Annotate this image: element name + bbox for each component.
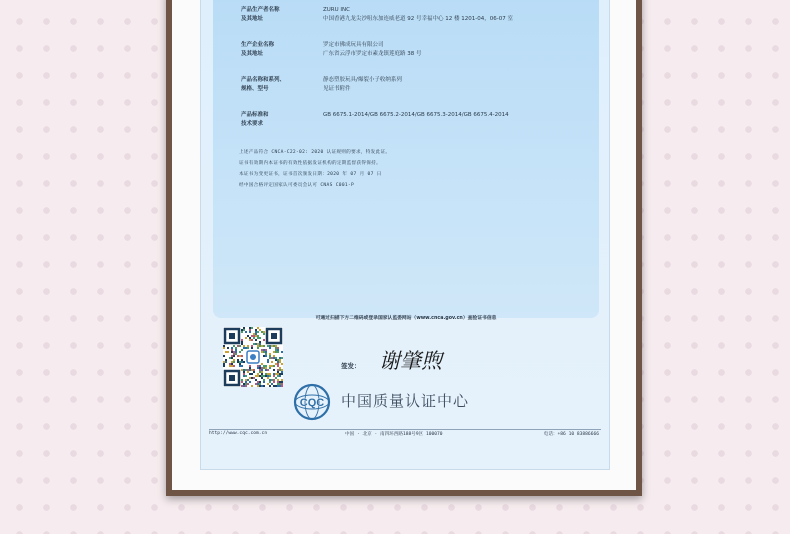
qr-module [239,355,241,357]
qr-module [235,347,237,349]
qr-module [255,339,257,341]
qr-module [265,353,267,355]
qr-module [261,367,263,369]
qr-module [245,347,247,349]
qr-module [267,345,269,347]
qr-module [243,327,245,329]
qr-module [277,359,279,361]
qr-module [223,355,225,357]
qr-module [243,345,245,347]
qr-module [259,385,261,387]
standard-value: GB 6675.1-2014/GB 6675.2-2014/GB 6675.3-2014/GB 6675.4-2014 [323,112,509,118]
qr-module [247,383,249,385]
qr-module [257,365,259,367]
qr-module [231,355,233,357]
qr-module [259,329,261,331]
qr-module [263,367,265,369]
qr-module [277,371,279,373]
qr-module [277,349,279,351]
qr-module [243,369,245,371]
qr-module [237,359,239,361]
svg-text:谢肇煦: 谢肇煦 [379,349,442,373]
qr-module [269,355,271,357]
qr-module [269,385,271,387]
qr-module [271,361,273,363]
qr-module [279,383,281,385]
certificate-info-panel [213,0,599,318]
qr-module [239,351,241,353]
qr-module [259,375,261,377]
qr-module [241,331,243,333]
qr-module [257,347,259,349]
qr-module [237,345,239,347]
manufacturer-label: 生产企业名称 及其地址 [241,42,275,57]
note-line: 本证书为变更证书，证书首次颁发日期：2020 年 07 月 07 日 [239,172,382,177]
footer-address: 中国 · 北京 · 南四环西路188号9区 100070 [345,432,443,437]
qr-module [251,327,253,329]
product-value: 静态塑胶玩具/爆裂小子收纳系列 见证书附件 [323,77,402,92]
qr-module [241,359,243,361]
qr-module [259,337,261,339]
qr-module [225,359,227,361]
qr-module [273,373,275,375]
qr-module [273,379,275,381]
qr-module [241,379,243,381]
svg-text:CQC: CQC [299,397,325,409]
qr-module [257,331,259,333]
qr-module [247,379,249,381]
qr-module [273,365,275,367]
qr-module [281,379,283,381]
qr-module [257,381,259,383]
qr-module [277,347,279,349]
note-line: 证书有效期内本证书的有效性依据发证机构的定期监督获得保持。 [239,161,381,166]
qr-module [249,377,251,379]
qr-module [247,347,249,349]
qr-module [255,329,257,331]
qr-module [257,383,259,385]
qr-module [245,375,247,377]
qr-module [253,335,255,337]
qr-module [247,371,249,373]
qr-module [241,369,243,371]
qr-module [265,355,267,357]
qr-module [269,379,271,381]
qr-module [265,351,267,353]
qr-module [257,327,259,329]
qr-module [239,363,241,365]
qr-module [249,365,251,367]
qr-module [249,327,251,329]
qr-module [275,349,277,351]
qr-module [251,373,253,375]
qr-module [263,339,265,341]
qr-module [275,377,277,379]
qr-module [279,359,281,361]
qr-module [251,347,253,349]
qr-module [261,371,263,373]
qr-module [261,373,263,375]
qr-module [277,379,279,381]
qr-module [269,347,271,349]
qr-module [267,383,269,385]
qr-module [279,361,281,363]
qr-module [261,349,263,351]
qr-module [233,345,235,347]
standard-label: 产品标准和 技术要求 [241,112,269,127]
qr-module [257,385,259,387]
qr-module [277,361,279,363]
qr-module [249,367,251,369]
qr-module [241,329,243,331]
qr-module [265,369,267,371]
qr-module [237,355,239,357]
qr-module [275,351,277,353]
qr-module [269,367,271,369]
qr-module [259,367,261,369]
qr-module [245,331,247,333]
qr-module [249,381,251,383]
qr-module [235,349,237,351]
qr-module [241,339,243,341]
qr-module [243,375,245,377]
qr-module [235,351,237,353]
qr-module [265,367,267,369]
qr-module [277,383,279,385]
note-line: 上述产品符合 CNCA-C22-02: 2020 认证规则的要求，特发此证。 [239,150,391,155]
qr-module [267,373,269,375]
qr-module [263,349,265,351]
qr-module [259,381,261,383]
certificate-notes [239,147,579,191]
qr-module [229,365,231,367]
qr-module [279,357,281,359]
qr-module [279,373,281,375]
qr-module [271,365,273,367]
qr-module [251,377,253,379]
qr-module [269,375,271,377]
qr-module [233,353,235,355]
qr-module [249,331,251,333]
qr-module [277,373,279,375]
qr-module [243,373,245,375]
qr-module [253,371,255,373]
qr-module [263,331,265,333]
qr-module [263,385,265,387]
qr-module [261,377,263,379]
qr-module [269,365,271,367]
qr-module [233,351,235,353]
qr-module [227,347,229,349]
qr-module [275,357,277,359]
qr-module [259,383,261,385]
qr-module [245,337,247,339]
qr-module [271,379,273,381]
qr-module [269,373,271,375]
qr-module [277,381,279,383]
qr-module [233,359,235,361]
qr-module [263,355,265,357]
qr-module [277,385,279,387]
qr-module [223,365,225,367]
qr-module [265,373,267,375]
qr-module [261,369,263,371]
qr-module [261,363,263,365]
qr-module [273,355,275,357]
qr-module [247,335,249,337]
qr-module [263,351,265,353]
qr-module [239,361,241,363]
qr-module [241,355,243,357]
qr-module [267,377,269,379]
qr-module [267,375,269,377]
qr-module [227,351,229,353]
qr-module [253,343,255,345]
qr-module [263,379,265,381]
qr-module [275,385,277,387]
product-label: 产品名称和系列、 规格、型号 [241,77,286,92]
qr-module [245,385,247,387]
qr-module [247,345,249,347]
qr-module [241,343,243,345]
qr-module [239,365,241,367]
qr-module [257,337,259,339]
qr-module [281,383,283,385]
qr-module [255,379,257,381]
qr-module [241,341,243,343]
qr-module [255,335,257,337]
qr-module [281,363,283,365]
qr-module [223,347,225,349]
qr-module [263,365,265,367]
qr-module [277,375,279,377]
qr-module [231,351,233,353]
qr-module [273,357,275,359]
qr-module [253,377,255,379]
qr-module [253,337,255,339]
qr-module [273,351,275,353]
org-name: 中国质量认证中心 [341,392,470,410]
qr-module [257,335,259,337]
qr-module [271,383,273,385]
qr-module [275,359,277,361]
cqc-logo-icon [293,383,331,421]
qr-module [279,369,281,371]
qr-module [277,363,279,365]
qr-module [229,363,231,365]
qr-module [251,369,253,371]
qr-module [233,365,235,367]
qr-module [231,349,233,351]
qr-module [281,373,283,375]
qr-module [223,363,225,365]
producer-value: ZURU INC 中国香港九龙尖沙咀东加连威老道 92 号幸福中心 12 楼 1201-04，06-07 室 [323,7,513,22]
qr-module [245,379,247,381]
qr-module [261,351,263,353]
qr-module [241,365,243,367]
qr-module [247,369,249,371]
qr-module [241,349,243,351]
qr-module [281,381,283,383]
qr-module [249,339,251,341]
qr-module [249,369,251,371]
sign-label: 签发： [341,362,361,370]
qr-module [239,345,241,347]
qr-module [269,357,271,359]
qr-module [281,371,283,373]
qr-module [253,369,255,371]
qr-module [243,371,245,373]
qr-module [259,341,261,343]
qr-module [267,369,269,371]
qr-module [233,361,235,363]
qr-module [251,345,253,347]
qr-module [277,351,279,353]
qr-module [275,373,277,375]
qr-module [261,385,263,387]
qr-module [259,371,261,373]
qr-module [257,343,259,345]
qr-module [245,369,247,371]
qr-module [281,351,283,353]
footer-website[interactable]: http://www.cqc.com.cn [209,431,268,436]
qr-module [255,333,257,335]
qr-module [241,361,243,363]
qr-module [277,365,279,367]
qr-module [263,345,265,347]
qr-module [259,365,261,367]
qr-code[interactable] [223,327,283,387]
qr-module [273,369,275,371]
qr-module [245,383,247,385]
qr-module [281,357,283,359]
qr-module [279,381,281,383]
qr-module [235,353,237,355]
qr-module [231,357,233,359]
qr-module [261,331,263,333]
qr-module [279,367,281,369]
qr-module [231,347,233,349]
qr-module [273,345,275,347]
frame-mat [172,0,636,490]
qr-module [245,381,247,383]
qr-module [261,345,263,347]
qr-module [255,343,257,345]
qr-module [261,375,263,377]
qr-module [267,361,269,363]
manufacturer-value: 罗定市佛成玩具有限公司 广东省云浮市罗定市素龙镇莲庭路 38 号 [323,42,422,57]
qr-module [269,353,271,355]
qr-module [265,375,267,377]
qr-module [263,375,265,377]
qr-module [241,385,243,387]
qr-module [249,373,251,375]
qr-module [225,351,227,353]
qr-module [255,375,257,377]
qr-module [273,381,275,383]
qr-module [279,385,281,387]
note-line: 经中国合格评定国家认可委员会认可 CNAS C001-P [239,183,355,188]
qr-module [251,339,253,341]
qr-module [231,361,233,363]
qr-module [243,383,245,385]
qr-module [251,335,253,337]
qr-module [265,365,267,367]
qr-module [253,333,255,335]
signature [377,345,467,375]
qr-module [267,359,269,361]
qr-module [275,345,277,347]
qr-module [237,361,239,363]
qr-module [259,343,261,345]
qr-module [259,345,261,347]
qr-module [249,337,251,339]
qr-module [243,385,245,387]
qr-module [223,361,225,363]
qr-module [243,347,245,349]
picture-frame [166,0,642,496]
qr-module [257,375,259,377]
footer-phone: 电话：+86 10 83886666 [543,432,599,437]
qr-module [263,333,265,335]
qr-module [271,345,273,347]
qr-module [273,385,275,387]
qr-module [255,331,257,333]
qr-module [279,375,281,377]
qr-module [277,369,279,371]
qr-module [269,381,271,383]
qr-module [241,381,243,383]
qr-module [275,363,277,365]
certificate [200,0,610,470]
qr-module [223,345,225,347]
qr-module [265,349,267,351]
qr-module [271,357,273,359]
producer-label: 产品生产者名称 及其地址 [241,7,280,22]
qr-module [257,373,259,375]
qr-module [257,345,259,347]
qr-module [229,357,231,359]
verify-text: 可通过扫描下方二维码或登录国家认监委网站（www.cnca.gov.cn）查验证书信息 [315,316,497,321]
qr-module [243,329,245,331]
qr-module [225,361,227,363]
qr-module [231,363,233,365]
qr-module [263,381,265,383]
qr-module [269,345,271,347]
qr-module [259,369,261,371]
qr-module [257,367,259,369]
qr-module [281,369,283,371]
qr-module [255,383,257,385]
qr-module [231,365,233,367]
qr-module [233,355,235,357]
footer-divider [209,429,601,430]
qr-module [251,385,253,387]
qr-module [275,347,277,349]
qr-module [249,329,251,331]
qr-module [273,375,275,377]
qr-module [281,385,283,387]
qr-module [243,361,245,363]
